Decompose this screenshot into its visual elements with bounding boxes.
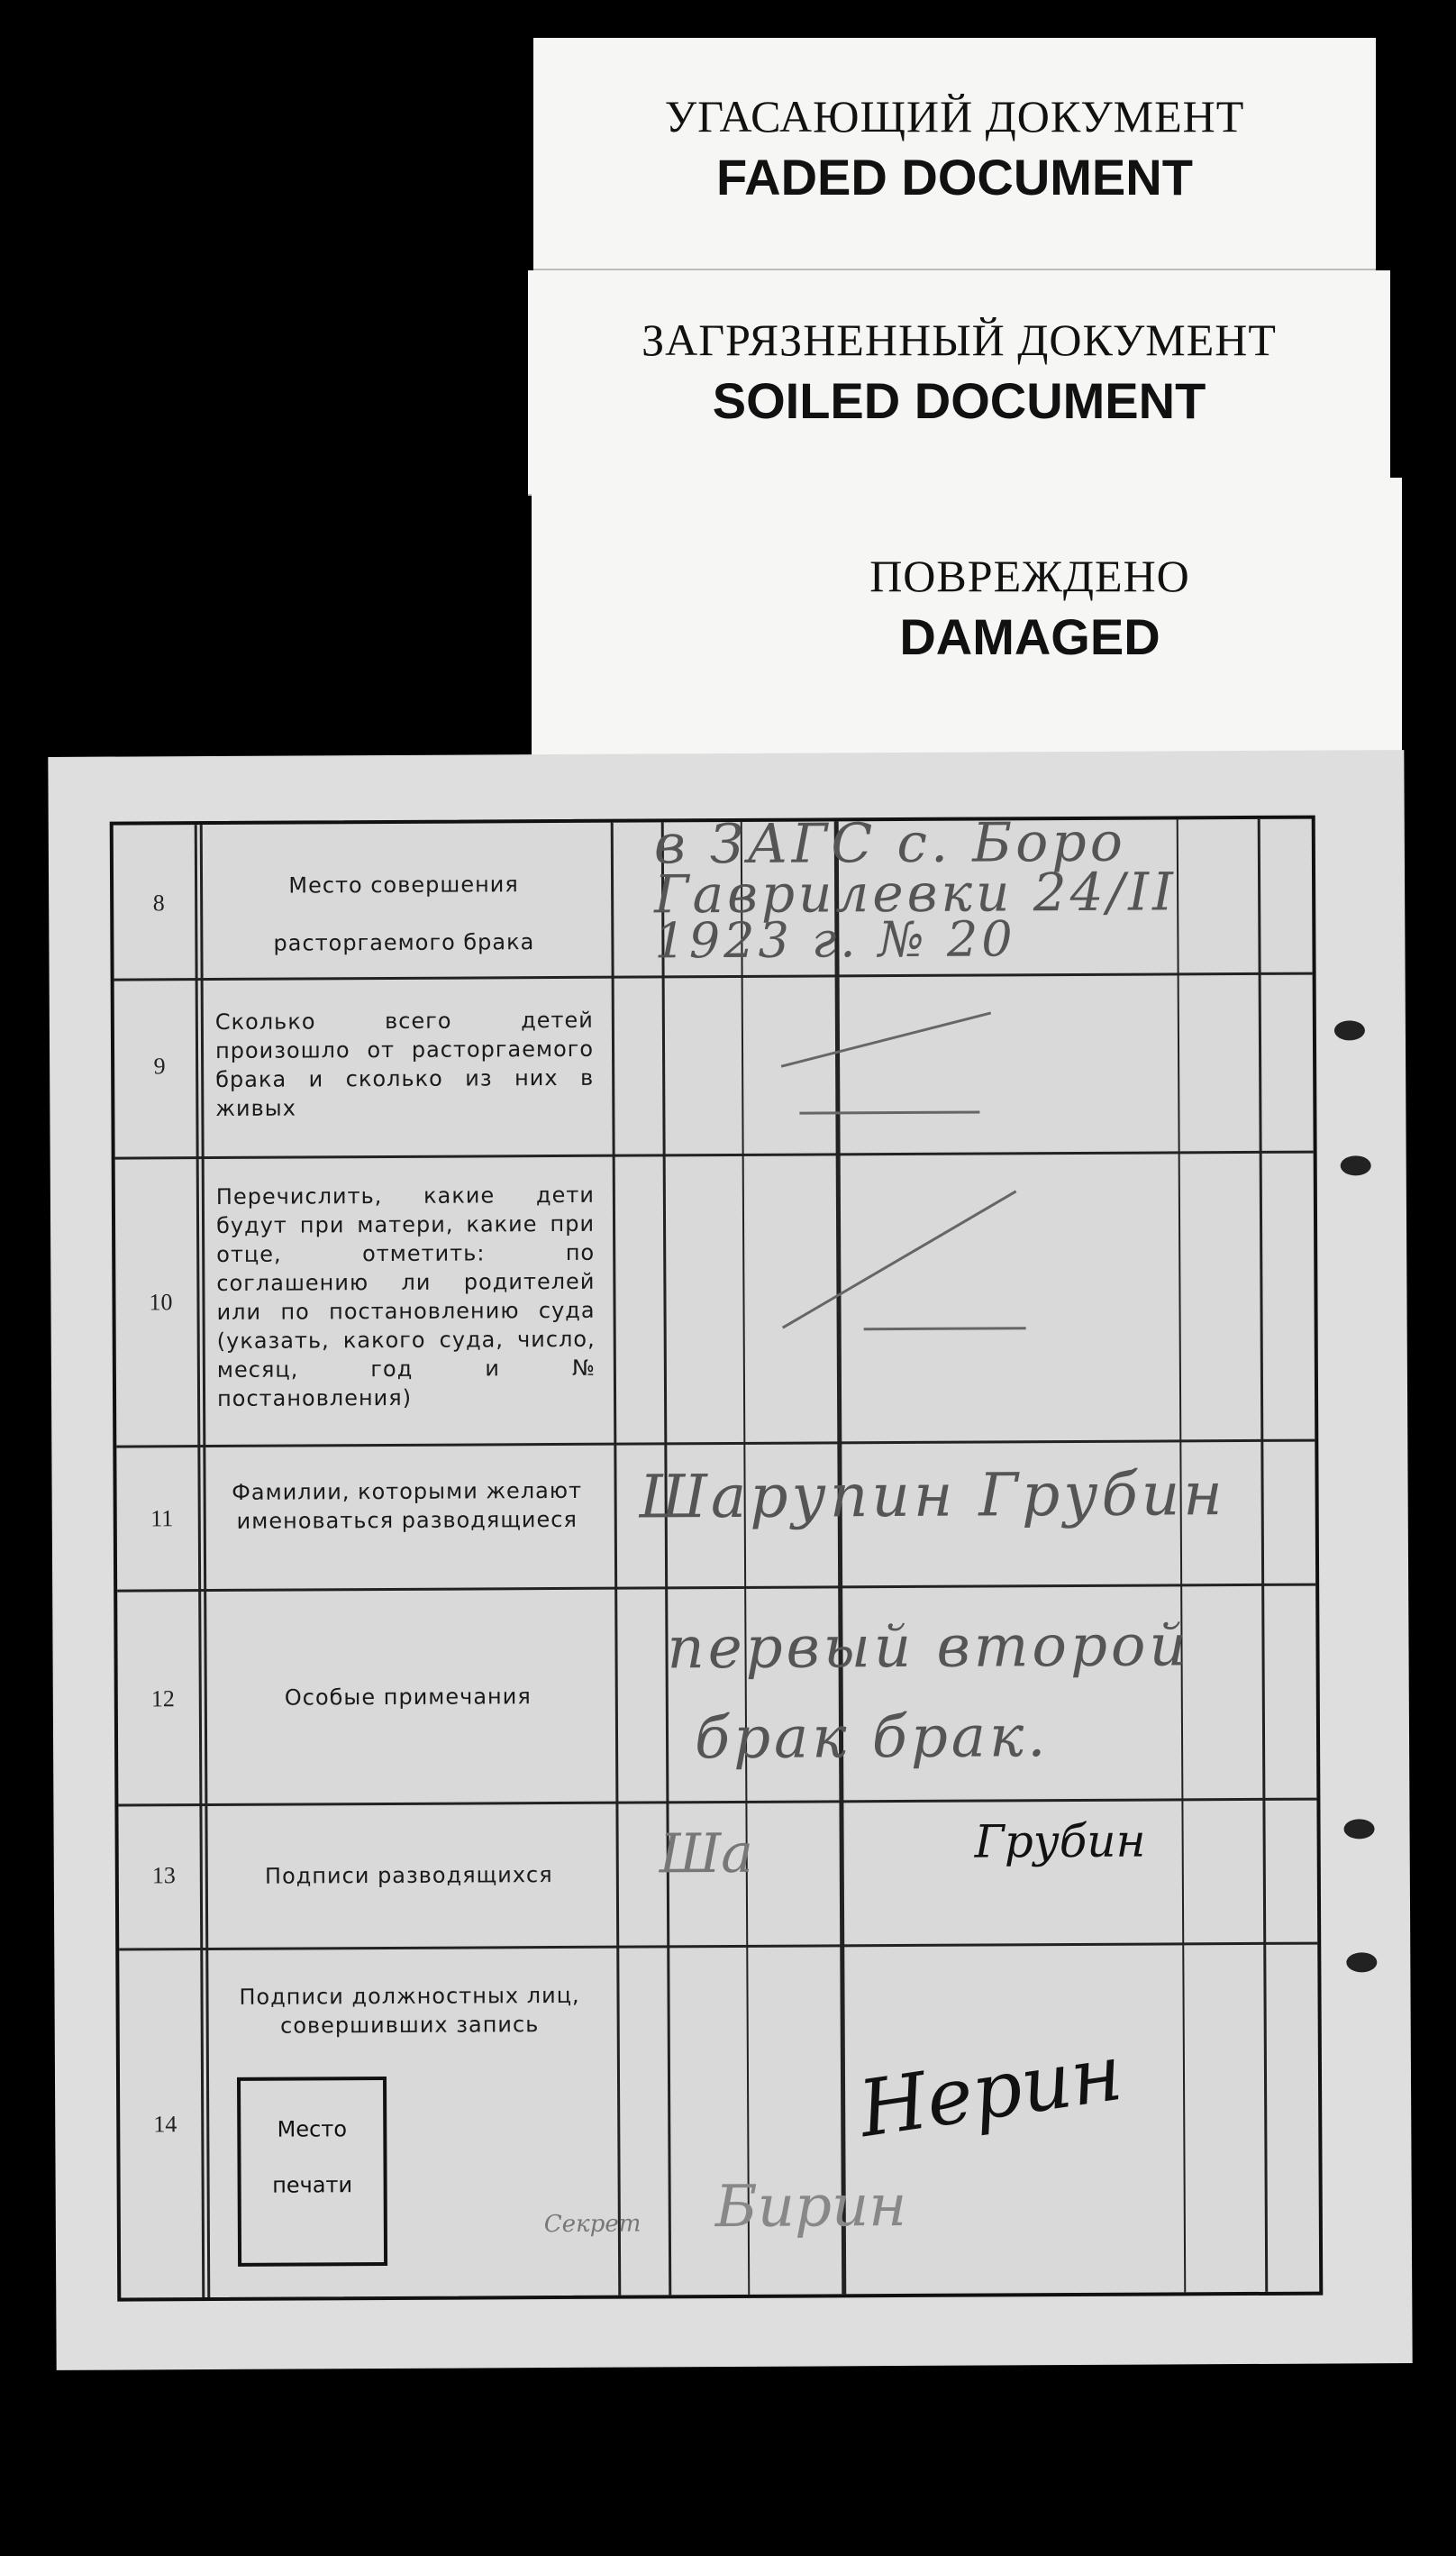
row-label: Подписи разводящихся [264,1862,553,1889]
punch-hole [1346,1952,1377,1972]
soiled-label-ru: ЗАГРЯЗНЕННЫЙ ДОКУМЕНТ [642,315,1277,365]
row-number: 9 [153,1053,166,1080]
row-number: 12 [150,1685,175,1712]
soiled-label-en: SOILED DOCUMENT [712,372,1206,429]
stamp-label-line2: печати [272,2172,353,2198]
signature-spouse-2: Грубин [974,1814,1146,1868]
register-form-table [110,810,1324,2302]
handwritten-notes-line1: первый второй [667,1612,1190,1683]
row-label: Место совершения расторгаемого брака [273,872,535,956]
handwritten-place-line1: в ЗАГС с. Боро [653,810,1127,877]
stamp-placeholder-box [237,2077,387,2267]
row-label: Фамилии, которыми желают именоваться разводящиеся [232,1477,583,1534]
row-number: 11 [150,1505,174,1532]
row-label: Подписи должностных лиц, совершивших запись [239,1982,580,2039]
handwritten-place-line3: 1923 г. № 20 [654,910,1016,970]
register-sheet [48,750,1412,2370]
row-number: 8 [152,890,165,917]
signature-spouse-1: Ша [659,1821,754,1886]
handwritten-notes-line2: брак брак. [694,1703,1050,1773]
punch-hole [1341,1155,1371,1175]
row-10 [115,1151,1315,1447]
punch-hole [1334,1020,1365,1040]
faded-label-ru: УГАСАЮЩИЙ ДОКУМЕНТ [664,91,1245,141]
stamp-label-line1: Место [277,2116,348,2142]
row-number: 10 [149,1289,173,1316]
faded-document-label [533,38,1376,269]
damaged-label-en: DAMAGED [899,608,1160,665]
handwritten-surnames: Шарупин Грубин [639,1459,1226,1532]
row-label: Перечислить, какие дети будут при матери, какие при отце, отметить: по соглашению ли родителей или по постановлению суда (указать, какого суда, число, месяц, год и № постановления) [215,1182,596,1411]
row-label: Сколько всего детей произошло от расторгаемого брака и сколько из них в живых [214,1007,595,1121]
punch-hole [1344,1819,1375,1839]
damaged-document-label [532,478,1402,764]
soiled-document-label [528,270,1390,494]
faded-label-en: FADED DOCUMENT [716,149,1193,205]
signature-official: Нерин [853,2027,1128,2156]
row-9 [114,972,1314,1158]
row-number: 14 [153,2111,177,2138]
damaged-label-ru: ПОВРЕЖДЕНО [869,551,1190,601]
row-label: Особые примечания [284,1684,532,1711]
row-number: 13 [151,1862,176,1889]
handwritten-place-line2: Гаврилевки 24/II [653,861,1178,926]
secretary-stamp-text: Секрет [543,2210,642,2239]
signature-secretary: Бирин [714,2172,907,2241]
